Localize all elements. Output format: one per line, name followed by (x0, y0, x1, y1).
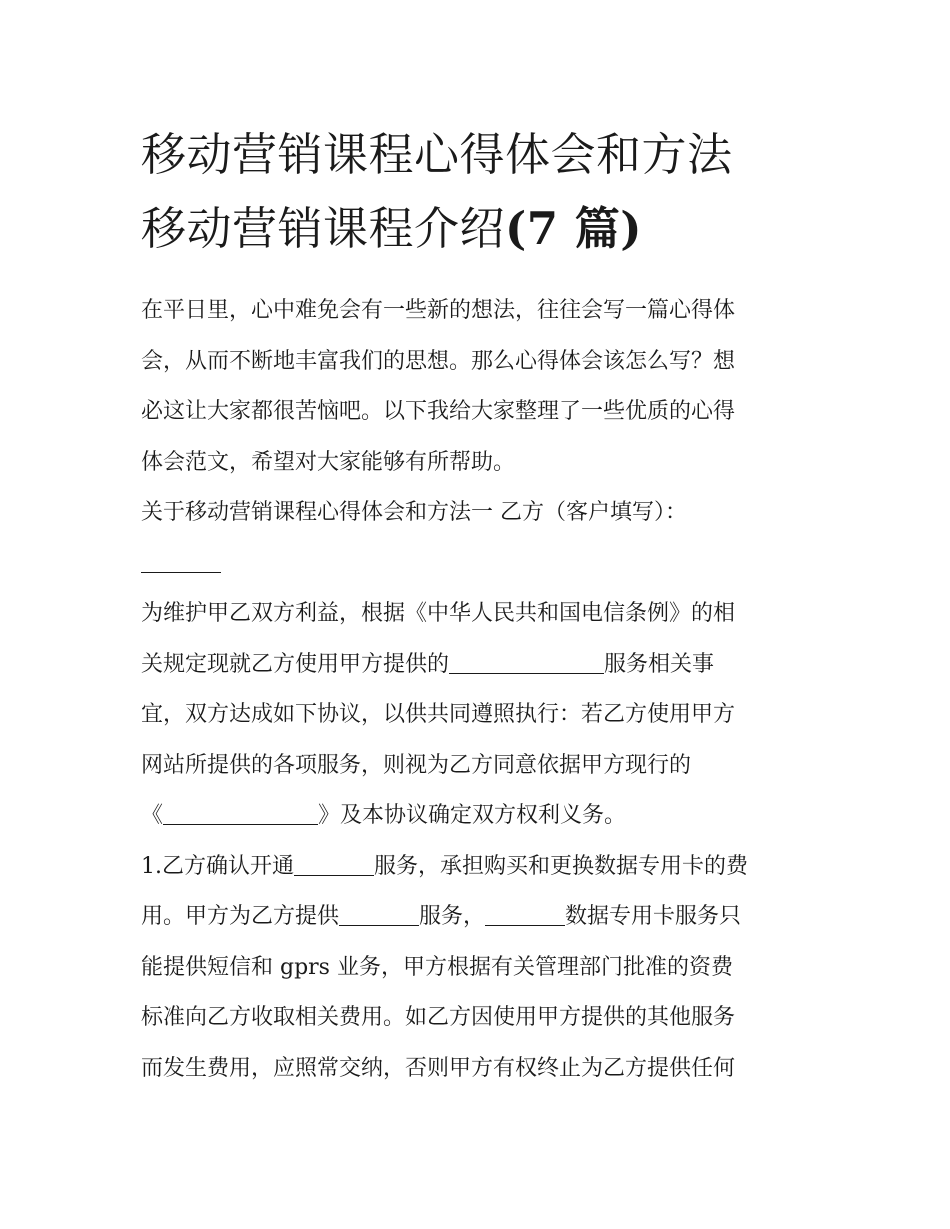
fill-in-blank (141, 550, 221, 573)
document-body (141, 286, 821, 1094)
intro-line: 必这让大家都很苦恼吧。以下我给大家整理了一些优质的心得 (141, 399, 736, 424)
item-1-text: 用。甲方为乙方提供 (141, 904, 340, 929)
agreement-text: 关规定现就乙方使用甲方提供的 (141, 651, 450, 677)
title-line-2-suffix: (7 篇) (505, 202, 643, 255)
title-line-2 (141, 192, 821, 266)
document-page (141, 118, 821, 1094)
agreement-line (141, 640, 821, 691)
item-1-text: 数据专用卡服务只 (565, 904, 742, 929)
item-1-text: 1.乙方确认开通 (141, 853, 294, 879)
agreement-line: 宜，双方达成如下协议，以供共同遵照执行：若乙方使用甲方 (141, 702, 736, 727)
item-1-line (141, 892, 821, 943)
intro-line: 在平日里，心中难免会有一些新的想法，往往会写一篇心得体 (141, 298, 736, 323)
title-line-1: 移动营销课程心得体会和方法 (141, 128, 733, 181)
fill-in-blank (163, 802, 318, 825)
item-1-text: 服务， (419, 904, 486, 929)
item-1-line: 能提供短信和 gprs 业务，甲方根据有关管理部门批准的资费 (141, 954, 733, 980)
agreement-line: 为维护甲乙双方利益，根据《中华人民共和国电信条例》的相 (141, 601, 736, 626)
agreement-line (141, 791, 821, 842)
item-1-line (141, 842, 821, 893)
title-line-2-text: 移动营销课程介绍 (141, 202, 506, 255)
agreement-text: 服务相关事 (604, 651, 715, 677)
agreement-line: 网站所提供的各项服务，则视为乙方同意依据甲方现行的 (141, 752, 692, 778)
agreement-text: 》及本协议确定双方权利义务。 (318, 803, 627, 828)
fill-in-blank (294, 853, 374, 876)
intro-line: 体会范文，希望对大家能够有所帮助。 (141, 449, 516, 475)
item-1-line: 标准向乙方收取相关费用。如乙方因使用甲方提供的其他服务 (141, 1005, 736, 1030)
agreement-text: 《 (141, 803, 164, 828)
section-heading: 关于移动营销课程心得体会和方法一 乙方（客户填写）： (141, 500, 687, 525)
heading-blank-line (141, 539, 821, 590)
fill-in-blank (485, 903, 565, 926)
item-1-text: 服务，承担购买和更换数据专用卡的费 (374, 853, 749, 879)
item-1-line: 而发生费用，应照常交纳，否则甲方有权终止为乙方提供任何 (141, 1055, 736, 1081)
intro-line: 会，从而不断地丰富我们的思想。那么心得体会该怎么写？想 (141, 348, 736, 374)
document-title (141, 118, 821, 266)
fill-in-blank (449, 651, 604, 674)
fill-in-blank (339, 903, 419, 926)
